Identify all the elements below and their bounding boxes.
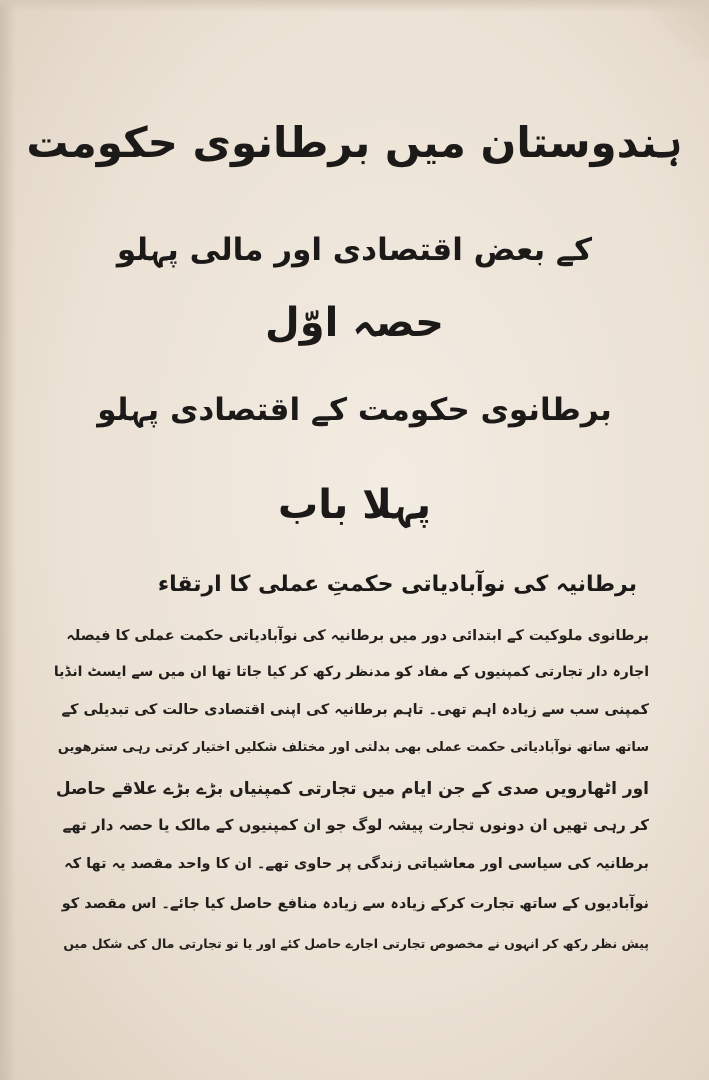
body-line: نوآبادیوں کے ساتھ تجارت کرکے زیادہ سے زیادہ منافع حاصل کیا جائے۔ اس مقصد کو	[61, 896, 649, 912]
body-line: برطانیہ کی سیاسی اور معاشیاتی زندگی پر حاوی تھے۔ ان کا واحد مقصد یہ تھا کہ	[64, 856, 649, 872]
page-corner-fold	[649, 0, 709, 60]
part-subtitle: برطانوی حکومت کے اقتصادی پہلو	[97, 392, 612, 428]
body-line: برطانوی ملوکیت کے ابتدائی دور میں برطانیہ کی نوآبادیاتی حکمت عملی کا فیصلہ	[66, 628, 649, 644]
body-line: اجارہ دار تجارتی کمپنیوں کے مفاد کو مدنظر رکھ کر کیا جاتا تھا ان میں سے ایسٹ انڈیا	[53, 664, 649, 680]
page-top-shadow	[0, 0, 709, 12]
book-subtitle: کے بعض اقتصادی اور مالی پہلو	[116, 232, 593, 268]
body-line: پیش نظر رکھ کر انہوں نے مخصوص تجارتی اجارے حاصل کئے اور یا تو تجارتی مال کی شکل میں	[63, 936, 649, 951]
body-line: ساتھ ساتھ نوآبادیاتی حکمت عملی بھی بدلتی اور مختلف شکلیں اختیار کرتی رہی سترھویں	[57, 740, 649, 755]
body-line: کر رہی تھیں ان دونوں تجارت پیشہ لوگ جو ان کمپنیوں کے مالک یا حصہ دار تھے	[62, 816, 649, 834]
body-line: اور اٹھارویں صدی کے جن ایام میں تجارتی کمپنیاں بڑے بڑے علاقے حاصل	[55, 779, 649, 799]
section-heading: برطانیہ کی نوآبادیاتی حکمتِ عملی کا ارتقاء	[157, 572, 637, 597]
chapter-heading: پہلا باب	[278, 482, 431, 528]
part-heading: حصہ اوّل	[265, 300, 444, 346]
book-title: ہندوستان میں برطانوی حکومت	[26, 118, 683, 167]
body-line: کمپنی سب سے زیادہ اہم تھی۔ تاہم برطانیہ کی اپنی اقتصادی حالت کی تبدیلی کے	[61, 702, 649, 718]
